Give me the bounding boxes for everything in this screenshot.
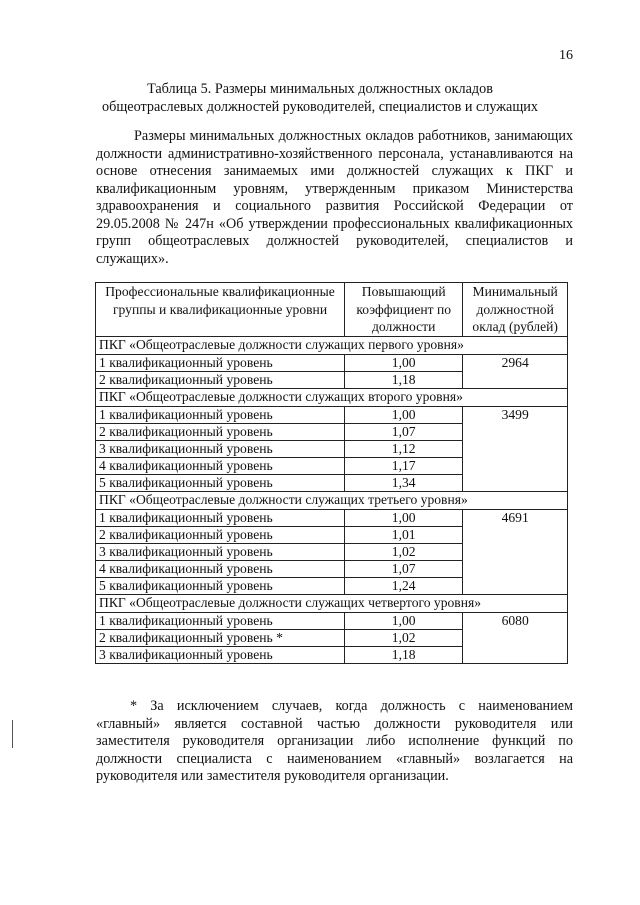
level-cell: 1 квалификационный уровень — [96, 509, 345, 526]
group-title: ПКГ «Общеотраслевые должности служащих первого уровня» — [96, 336, 568, 354]
coefficient-cell: 1,00 — [345, 612, 463, 629]
coefficient-cell: 1,24 — [345, 577, 463, 594]
coefficient-cell: 1,00 — [345, 406, 463, 423]
level-cell: 2 квалификационный уровень — [96, 371, 345, 388]
level-cell: 3 квалификационный уровень — [96, 646, 345, 663]
intro-paragraph: Размеры минимальных должностных окладов работников, занимающих должности административно-хозяйственного персонала, устанавливаются на основе отнесения занимаемых ими должностей служащих к ПКГ и квалификационным уровням, утвержденным приказом Министерства здравоохранения и социального развития Российской Федерации от 29.05.2008 № 247н «Об утверждении профессиональных квалификационных групп общеотраслевых должностей руководителей, специалистов и служащих». — [96, 128, 573, 267]
table-row — [96, 612, 568, 629]
salary-cell: 4691 — [463, 509, 568, 594]
coefficient-cell: 1,18 — [345, 646, 463, 663]
level-cell: 1 квалификационный уровень — [96, 406, 345, 423]
level-cell: 3 квалификационный уровень — [96, 543, 345, 560]
coefficient-cell: 1,02 — [345, 629, 463, 646]
level-cell: 4 квалификационный уровень — [96, 457, 345, 474]
salary-cell: 2964 — [463, 354, 568, 388]
salary-cell: 3499 — [463, 406, 568, 491]
table-caption-line-1: Таблица 5. Размеры минимальных должностных окладов — [147, 81, 493, 97]
level-cell: 5 квалификационный уровень — [96, 577, 345, 594]
level-cell: 1 квалификационный уровень — [96, 354, 345, 371]
header-salary: Минимальный должностной оклад (рублей) — [463, 283, 568, 337]
level-cell: 1 квалификационный уровень — [96, 612, 345, 629]
coefficient-cell: 1,00 — [345, 509, 463, 526]
margin-mark — [12, 720, 13, 748]
level-cell: 3 квалификационный уровень — [96, 440, 345, 457]
table-row — [96, 406, 568, 423]
table-body — [96, 336, 568, 663]
table-caption — [60, 80, 580, 116]
coefficient-cell: 1,17 — [345, 457, 463, 474]
coefficient-cell: 1,18 — [345, 371, 463, 388]
group-row — [96, 491, 568, 509]
level-cell: 2 квалификационный уровень — [96, 526, 345, 543]
salary-cell: 6080 — [463, 612, 568, 663]
group-title: ПКГ «Общеотраслевые должности служащих четвертого уровня» — [96, 594, 568, 612]
group-row — [96, 388, 568, 406]
coefficient-cell: 1,07 — [345, 560, 463, 577]
group-row — [96, 336, 568, 354]
page-number: 16 — [559, 48, 573, 63]
group-title: ПКГ «Общеотраслевые должности служащих третьего уровня» — [96, 491, 568, 509]
group-row — [96, 594, 568, 612]
coefficient-cell: 1,34 — [345, 474, 463, 491]
salary-table — [95, 282, 568, 664]
level-cell: 4 квалификационный уровень — [96, 560, 345, 577]
level-cell: 2 квалификационный уровень * — [96, 629, 345, 646]
coefficient-cell: 1,12 — [345, 440, 463, 457]
level-cell: 5 квалификационный уровень — [96, 474, 345, 491]
table-caption-line-2: общеотраслевых должностей руководителей, специалистов и служащих — [102, 99, 538, 115]
table-row — [96, 354, 568, 371]
coefficient-cell: 1,02 — [345, 543, 463, 560]
level-cell: 2 квалификационный уровень — [96, 423, 345, 440]
table-header-row — [96, 283, 568, 337]
coefficient-cell: 1,01 — [345, 526, 463, 543]
group-title: ПКГ «Общеотраслевые должности служащих второго уровня» — [96, 388, 568, 406]
footnote: * За исключением случаев, когда должность с наименованием «главный» является составной частью должности руководителя или заместителя руководителя организации либо исполнение функций по должности специалиста с наименованием «главный» возлагается на руководителя или заместителя руководителя организации. — [96, 698, 573, 784]
coefficient-cell: 1,07 — [345, 423, 463, 440]
header-groups: Профессиональные квалификационные группы и квалификационные уровни — [96, 283, 345, 337]
header-coefficient: Повышающий коэффициент по должности — [345, 283, 463, 337]
coefficient-cell: 1,00 — [345, 354, 463, 371]
table-row — [96, 509, 568, 526]
